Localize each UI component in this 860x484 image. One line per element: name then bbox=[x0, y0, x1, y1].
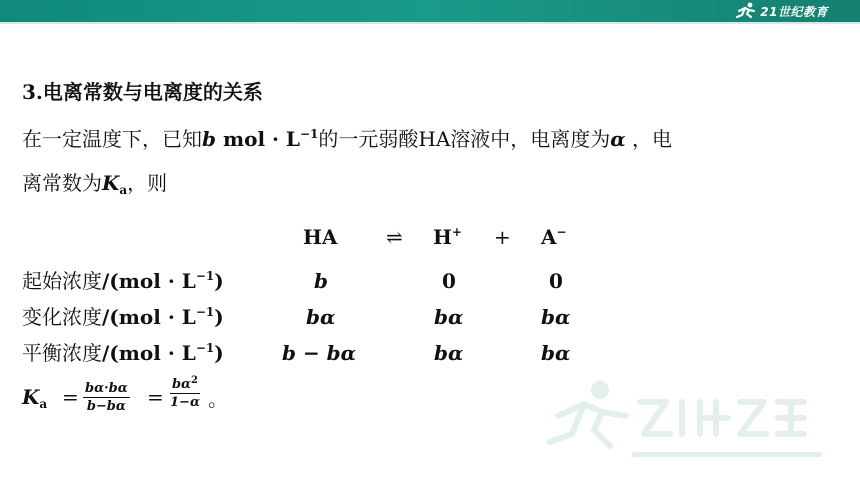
row-label-text: 起始浓度 bbox=[22, 269, 102, 293]
row-label-initial bbox=[22, 266, 224, 296]
var-alpha: α bbox=[610, 127, 626, 151]
row-unit-close: ) bbox=[214, 269, 224, 293]
product-h-charge: + bbox=[451, 225, 462, 239]
row-unit-close: ) bbox=[214, 341, 224, 365]
product-a-symbol: A bbox=[541, 225, 557, 249]
formula-fraction-2 bbox=[168, 377, 202, 410]
equation-plus: + bbox=[494, 225, 511, 249]
intro-text: ，电 bbox=[625, 127, 673, 151]
cell-change-h: bα bbox=[434, 305, 464, 329]
cell-initial-ha: b bbox=[314, 269, 328, 293]
row-unit-exponent: −1 bbox=[195, 269, 215, 283]
row-label-text: 变化浓度 bbox=[22, 305, 102, 329]
equation-product-h bbox=[433, 222, 462, 252]
product-h-symbol: H bbox=[433, 225, 452, 249]
formula-K-subscript: a bbox=[39, 397, 48, 411]
var-K: K bbox=[102, 171, 120, 195]
row-unit-exponent: −1 bbox=[195, 341, 215, 355]
row-unit: /(mol · L bbox=[102, 269, 196, 293]
formula-end-mark: 。 bbox=[208, 387, 228, 411]
row-unit-exponent: −1 bbox=[195, 305, 215, 319]
fraction-2-numerator-base: bα bbox=[171, 377, 192, 392]
row-unit-close: ) bbox=[214, 305, 224, 329]
brand-logo bbox=[735, 1, 828, 21]
fraction-1-denominator: b−bα bbox=[86, 399, 126, 414]
var-K-subscript: a bbox=[119, 183, 128, 197]
row-unit: /(mol · L bbox=[102, 305, 196, 329]
intro-line-2 bbox=[22, 168, 167, 198]
runner-icon bbox=[735, 2, 757, 20]
row-label-change bbox=[22, 302, 224, 332]
equation-product-a bbox=[541, 222, 567, 252]
equation-reactant: HA bbox=[303, 225, 338, 249]
cell-change-ha: bα bbox=[306, 305, 336, 329]
fraction-2-numerator bbox=[170, 377, 200, 394]
formula-fraction-1 bbox=[83, 381, 130, 414]
formula-K-symbol: K bbox=[22, 385, 40, 409]
intro-text: 在一定温度下，已知 bbox=[22, 127, 202, 151]
row-label-equilibrium bbox=[22, 338, 224, 368]
row-unit: /(mol · L bbox=[102, 341, 196, 365]
formula-equals-2: = bbox=[147, 385, 164, 409]
var-b: b bbox=[202, 127, 216, 151]
intro-line-1 bbox=[22, 124, 672, 154]
equilibrium-arrow: ⇌ bbox=[386, 225, 403, 249]
cell-change-a: bα bbox=[541, 305, 571, 329]
row-label-text: 平衡浓度 bbox=[22, 341, 102, 365]
cell-equilibrium-ha: b − bα bbox=[282, 341, 357, 365]
intro-text: ，则 bbox=[127, 171, 168, 195]
fraction-2-numerator-exponent: 2 bbox=[191, 375, 198, 386]
header-divider bbox=[0, 22, 860, 24]
formula-K bbox=[22, 382, 47, 412]
header-bar bbox=[0, 0, 860, 22]
unit-text: mol · L bbox=[215, 127, 300, 151]
cell-initial-a: 0 bbox=[549, 269, 563, 293]
fraction-1-numerator: bα·bα bbox=[85, 381, 128, 396]
intro-text: 离常数为 bbox=[22, 171, 102, 195]
product-a-charge: − bbox=[556, 225, 567, 239]
logo-text: 21世纪教育 bbox=[760, 4, 828, 19]
fraction-2-denominator: 1−α bbox=[170, 395, 200, 410]
formula-equals-1: = bbox=[62, 385, 79, 409]
watermark-logo bbox=[540, 372, 840, 468]
unit-exponent: −1 bbox=[300, 127, 319, 141]
cell-initial-h: 0 bbox=[442, 269, 456, 293]
cell-equilibrium-a: bα bbox=[541, 341, 571, 365]
cell-equilibrium-h: bα bbox=[434, 341, 464, 365]
intro-text: 的一元弱酸HA溶液中，电离度为 bbox=[318, 127, 611, 151]
section-heading: 3.电离常数与电离度的关系 bbox=[22, 80, 263, 104]
